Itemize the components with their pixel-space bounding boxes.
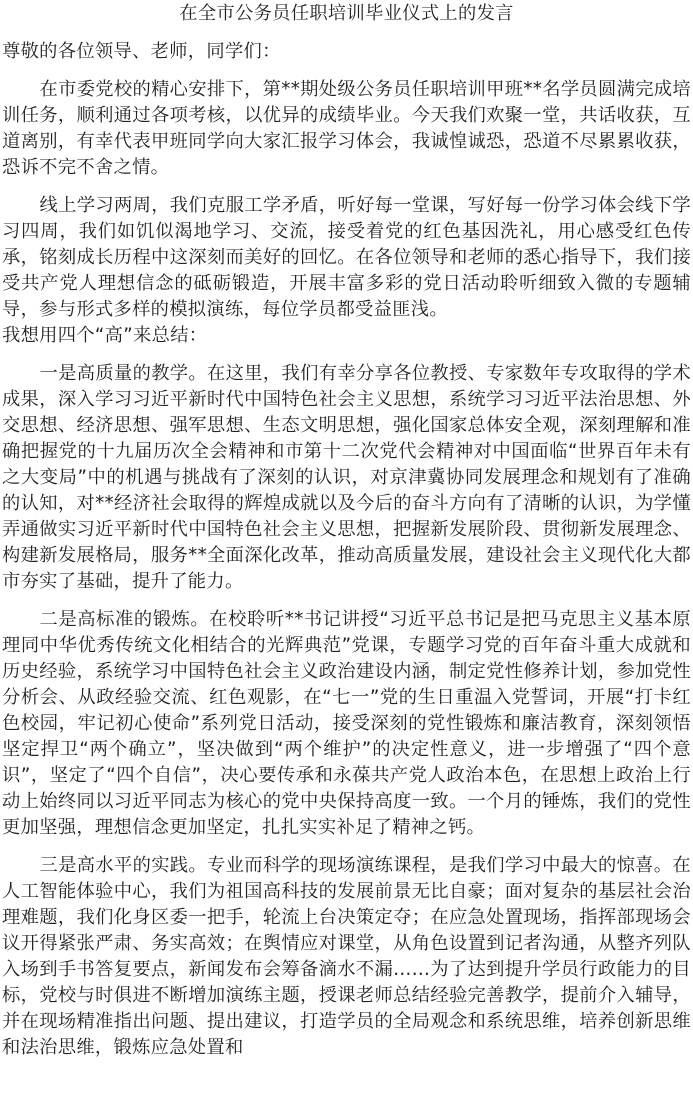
paragraph-point-three: 三是高水平的实践。专业而科学的现场演练课程，是我们学习中最大的惊喜。在人工智能体验中心，我们为祖国高科技的发展前景无比自豪；面对复杂的基层社会治理难题，我们化身区委一把手，轮流上台决策定夺；在应急处置现场，指挥部现场会议开得紧张严肃、务实高效；在舆情应对课堂，从角色设置到记者沟通，从整齐列队入场到手书答复要点，新闻发布会筹备滴水不漏……为了达到提升学员行政能力的目标，党校与时俱进不断增加演练主题，授课老师总结经验完善教学，提前介入辅导，并在现场精准指出问题、提出建议，打造学员的全局观念和系统思维，培养创新思维和法治思维，锻炼应急处置和: [2, 855, 691, 1058]
document-title: 在全市公务员任职培训毕业仪式上的发言: [179, 3, 514, 24]
paragraph-study-overview: 线上学习两周，我们克服工学矛盾，听好每一堂课，写好每一份学习体会线下学习四周，我们如饥似渴地学习、交流，接受着党的红色基因洗礼，用心感受红色传承，铭刻成长历程中这深刻而美好的回忆。在各位领导和老师的悉心指导下，我们接受共产党人理想信念的砥砺锻造，开展丰富多彩的党日活动聆听细致入微的专题辅导，参与形式多样的模拟演练，每位学员都受益匪浅。: [2, 195, 691, 320]
paragraph-point-one: 一是高质量的教学。在这里，我们有幸分享各位教授、专家数年专攻取得的学术成果，深入学习习近平新时代中国特色社会主义思想，系统学习习近平法治思想、外交思想、经济思想、强军思想、生态文明思想，强化国家总体安全观，深刻理解和准确把握党的十九届历次全会精神和市第十二次党代会精神对中国面临“世界百年未有之大变局”中的机遇与挑战有了深刻的认识，对京津冀协同发展理念和规划有了准确的认知，对**经济社会取得的辉煌成就以及今后的奋斗方向有了清晰的认识，为学懂弄通做实习近平新时代中国特色社会主义思想，把握新发展阶段、贯彻新发展理念、构建新发展格局，服务**全面深化改革，推动高质量发展，建设社会主义现代化大都市夯实了基础，提升了能力。: [2, 363, 691, 592]
paragraph-intro: 在市委党校的精心安排下，第**期处级公务员任职培训甲班**名学员圆满完成培训任务，顺利通过各项考核，以优异的成绩毕业。今天我们欢聚一堂，共话收获，互道离别，有幸代表甲班同学向大家汇报学习体会，我诚惶诚恐，恐道不尽累累收获，恐诉不完不舍之情。: [2, 79, 691, 178]
paragraph-point-two: 二是高标准的锻炼。在校聆听**书记讲授“习近平总书记是把马克思主义基本原理同中华优秀传统文化相结合的光辉典范”党课，专题学习党的百年奋斗重大成就和历史经验，系统学习中国特色社会主义政治建设内涵，制定党性修养计划，参加党性分析会、从政经验交流、红色观影，在“七一”党的生日重温入党誓词，开展“打卡红色校园，牢记初心使命”系列党日活动，接受深刻的党性锻炼和廉洁教育，深刻领悟坚定捍卫“两个确立”，坚决做到“两个维护”的决定性意义，进一步增强了“四个意识”，坚定了“四个自信”，决心要传承和永葆共产党人政治本色，在思想上政治上行动上始终同以习近平同志为核心的党中央保持高度一致。一个月的锤炼，我们的党性更加坚强，理想信念更加坚定，扎扎实实补足了精神之钙。: [2, 609, 691, 838]
salutation: 尊敬的各位领导、老师，同学们：: [2, 41, 281, 62]
summary-line: 我想用四个“高”来总结：: [2, 325, 208, 346]
